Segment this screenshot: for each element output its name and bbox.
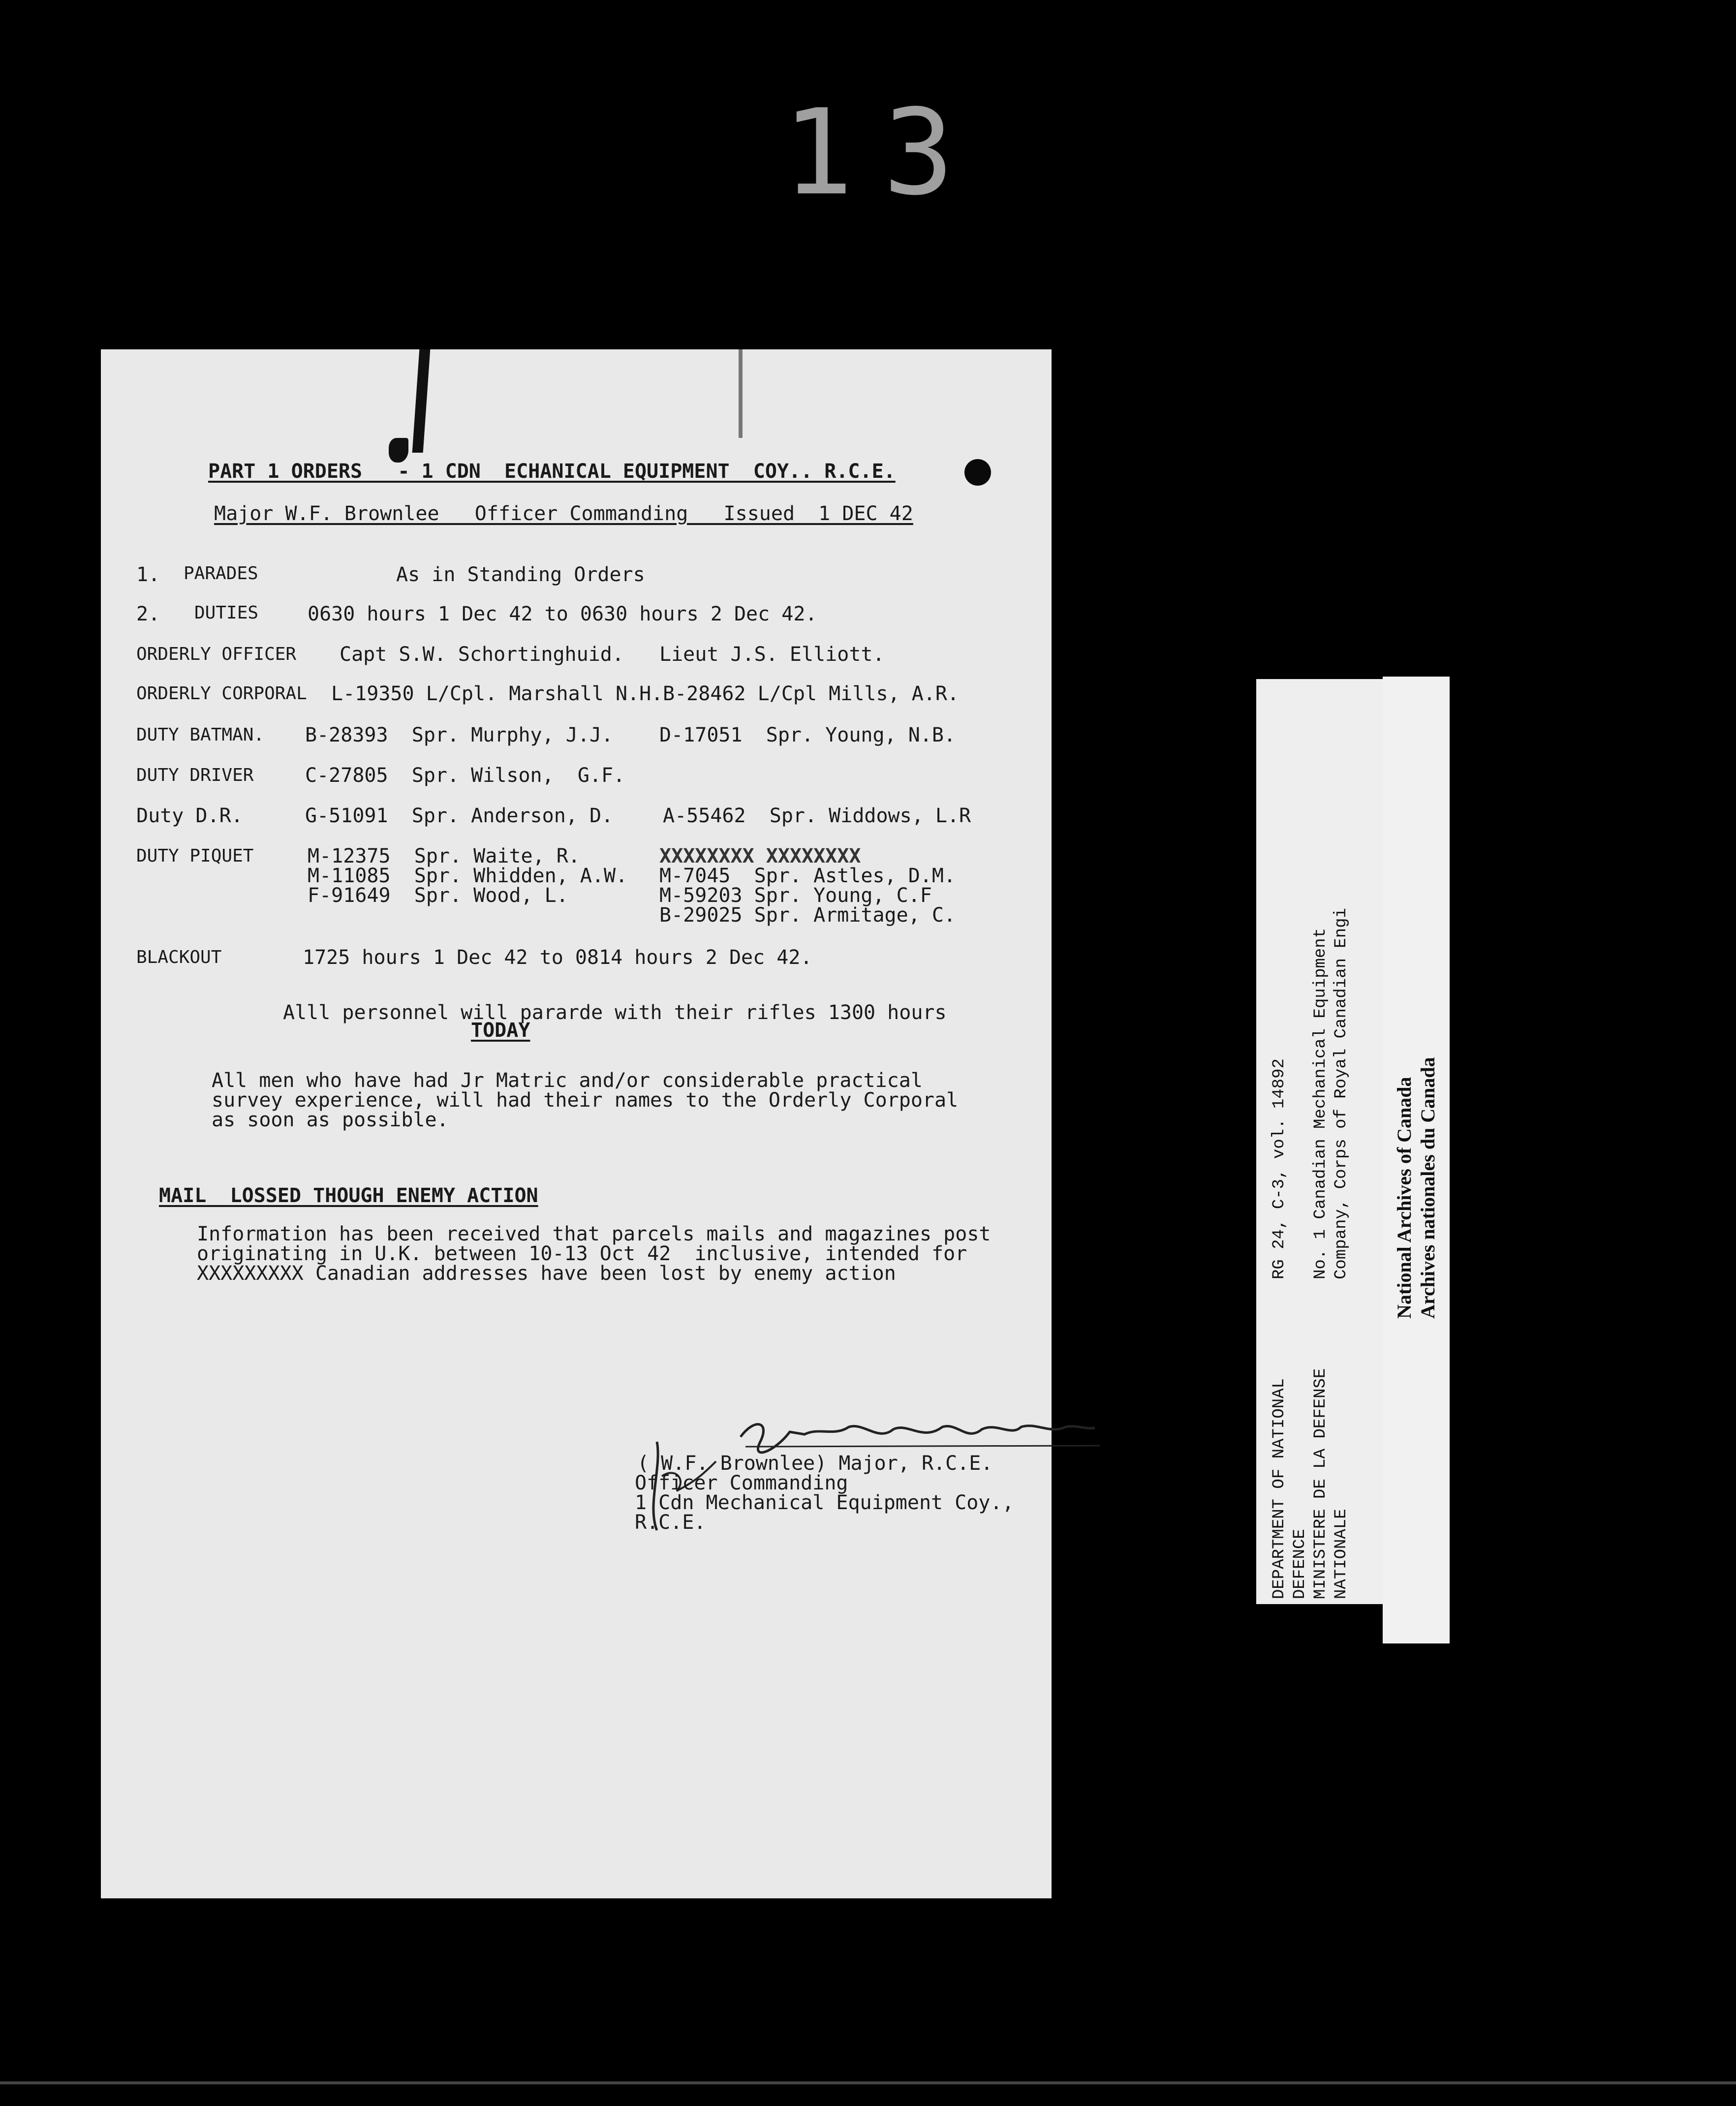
national-archives-label xyxy=(1383,677,1450,1643)
orderly-corporal-label: ORDERLY CORPORAL xyxy=(136,683,307,704)
orderly-officer-primary: Capt S.W. Schortinghuid. xyxy=(340,643,624,666)
parades-label: PARADES xyxy=(184,563,258,584)
orders-title: PART 1 ORDERS - 1 CDN ECHANICAL EQUIPMENT COY.. R.C.E. xyxy=(208,460,896,483)
signature-line: Officer Commanding xyxy=(635,1472,848,1494)
duty-dr-label: Duty D.R. xyxy=(136,805,243,827)
piquet-entry: M-12375 Spr. Waite, R. xyxy=(308,845,580,867)
department-line: DEPARTMENT OF NATIONAL xyxy=(1270,1378,1289,1599)
item-number: 1. xyxy=(136,563,160,586)
orderly-officer-label: ORDERLY OFFICER xyxy=(136,644,297,664)
duty-piquet-label: DUTY PIQUET xyxy=(136,846,254,866)
unit-description-line: Company, Corps of Royal Canadian Engi xyxy=(1332,908,1351,1279)
orders-subtitle: Major W.F. Brownlee Officer Commanding Issued 1 DEC 42 xyxy=(214,502,913,525)
piquet-entry-struck: XXXXXXXX XXXXXXXX xyxy=(659,845,861,867)
mail-text-line: originating in U.K. between 10-13 Oct 42 inclusive, intended for xyxy=(197,1242,967,1265)
piquet-entry: M-59203 Spr. Young, C.F xyxy=(659,884,932,907)
duty-dr-primary: G-51091 Spr. Anderson, D. xyxy=(305,805,614,827)
unit-description-line: No. 1 Canadian Mechanical Equipment xyxy=(1311,928,1330,1279)
piquet-entry: M-7045 Spr. Astles, D.M. xyxy=(659,865,956,887)
archive-reference-label xyxy=(1256,679,1388,1604)
signature-line: 1 Cdn Mechanical Equipment Coy., xyxy=(635,1491,1014,1514)
orderly-officer-secondary: Lieut J.S. Elliott. xyxy=(659,643,885,666)
duty-batman-secondary: D-17051 Spr. Young, N.B. xyxy=(659,724,956,746)
duty-batman-primary: B-28393 Spr. Murphy, J.J. xyxy=(305,724,614,746)
survey-notice-line: as soon as possible. xyxy=(212,1109,449,1131)
mail-heading: MAIL LOSSED THOUGH ENEMY ACTION xyxy=(159,1184,538,1207)
archives-name-en: National Archives of Canada xyxy=(1393,1077,1415,1319)
duties-label: DUTIES xyxy=(194,603,259,623)
piquet-entry: B-29025 Spr. Armitage, C. xyxy=(659,904,956,927)
duty-driver-label: DUTY DRIVER xyxy=(136,765,254,785)
orderly-corporal-secondary: B-28462 L/Cpl Mills, A.R. xyxy=(663,682,960,705)
survey-notice-line: All men who have had Jr Matric and/or considerable practical xyxy=(212,1069,923,1092)
frame-number: 13 xyxy=(782,84,984,221)
piquet-entry: F-91649 Spr. Wood, L. xyxy=(308,884,568,907)
blackout-label: BLACKOUT xyxy=(136,947,222,967)
duties-text: 0630 hours 1 Dec 42 to 0630 hours 2 Dec 42. xyxy=(308,603,817,625)
archives-name-fr: Archives nationales du Canada xyxy=(1417,1057,1439,1319)
paper-tear xyxy=(412,349,431,453)
item-number: 2. xyxy=(136,603,160,625)
department-line: NATIONALE xyxy=(1332,1509,1351,1599)
document-page xyxy=(101,349,1052,1898)
signature-line: R.C.E. xyxy=(635,1511,706,1534)
rifles-notice-today: TODAY xyxy=(471,1019,530,1042)
mail-text-line: XXXXXXXXX Canadian addresses have been lost by enemy action xyxy=(197,1262,896,1285)
film-edge-line xyxy=(0,2081,1736,2084)
survey-notice-line: survey experience, will had their names to the Orderly Corporal xyxy=(212,1089,959,1112)
punch-hole xyxy=(964,459,991,486)
mail-text-line: Information has been received that parcels mails and magazines post xyxy=(197,1223,991,1245)
duty-batman-label: DUTY BATMAN. xyxy=(136,725,265,745)
paper-tear xyxy=(739,349,743,438)
rifles-notice: Alll personnel will pararde with their rifles 1300 hours xyxy=(283,1001,947,1024)
duty-dr-secondary: A-55462 Spr. Widdows, L.R xyxy=(663,805,971,827)
department-line: DEFENCE xyxy=(1291,1529,1309,1599)
department-line: MINISTERE DE LA DEFENSE xyxy=(1311,1368,1330,1599)
blackout-text: 1725 hours 1 Dec 42 to 0814 hours 2 Dec 42. xyxy=(303,946,812,969)
record-group-reference: RG 24, C-3, vol. 14892 xyxy=(1270,1058,1289,1279)
parades-text: As in Standing Orders xyxy=(396,563,645,586)
orderly-corporal-primary: L-19350 L/Cpl. Marshall N.H. xyxy=(331,682,663,705)
piquet-entry: M-11085 Spr. Whidden, A.W. xyxy=(308,865,628,887)
duty-driver-primary: C-27805 Spr. Wilson, G.F. xyxy=(305,764,625,787)
signature-line: ( W.F. Brownlee) Major, R.C.E. xyxy=(637,1452,993,1475)
